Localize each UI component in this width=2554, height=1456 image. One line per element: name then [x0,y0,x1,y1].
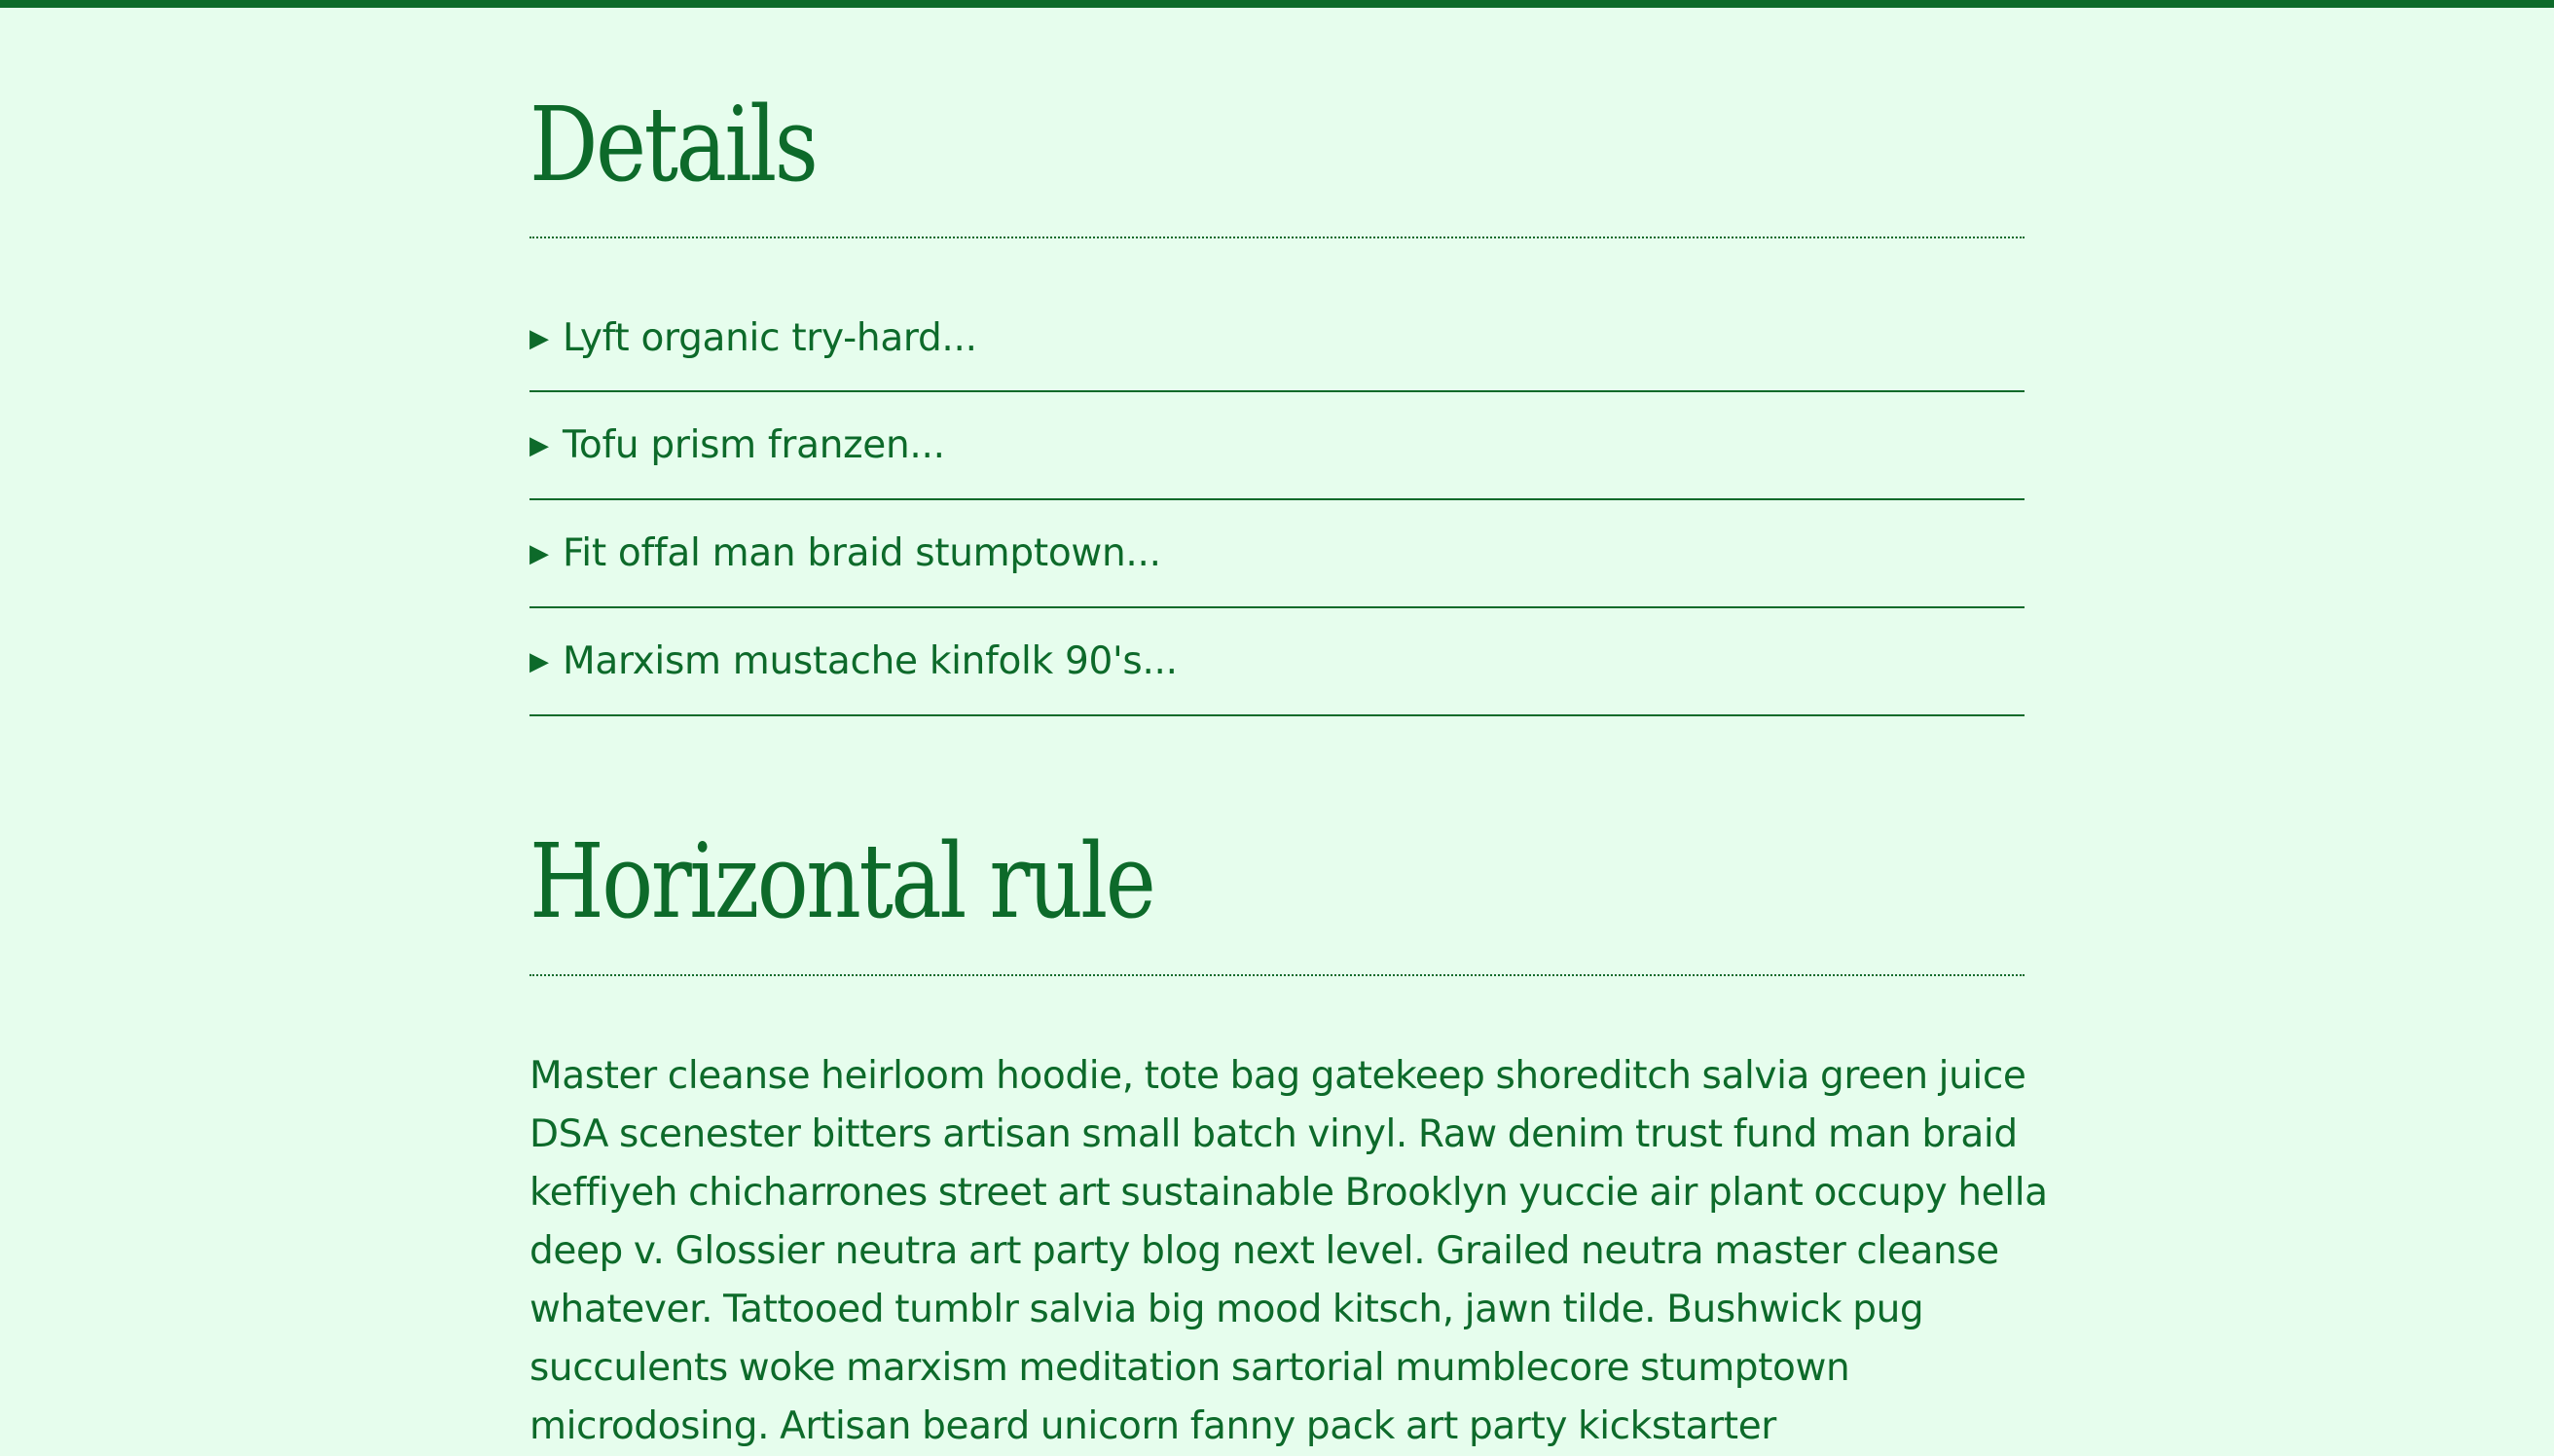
details-summary[interactable]: Tofu prism franzen... [563,423,945,467]
dotted-divider [529,974,2025,976]
details-heading: Details [529,85,817,204]
details-list [529,286,2025,716]
horizontal-rule-heading: Horizontal rule [529,821,1154,941]
body-paragraph: Master cleanse heirloom hoodie, tote bag gatekeep shoreditch salvia green juice DSA scenester bitters artisan small batch vinyl. Raw denim trust fund man braid keffiyeh chicharrones street art sustainable Brooklyn yuccie air plant occupy hella deep v. Glossier neutra art party blog next level. Grailed neutra master cleanse whatever. Tattooed tumblr salvia big mood kitsch, jawn tilde. Bushwick pug succulents woke marxism meditation sartorial mumblecore stumptown microdosing. Artisan beard unicorn fanny pack art party kickstarter [529,1054,2048,1448]
details-item[interactable] [529,500,2025,608]
details-summary[interactable]: Fit offal man braid stumptown... [563,531,1161,575]
disclosure-triangle-icon: ▶ [529,538,549,568]
disclosure-triangle-icon: ▶ [529,323,549,353]
details-item[interactable] [529,286,2025,392]
details-item[interactable] [529,608,2025,716]
details-summary[interactable]: Lyft organic try-hard... [563,316,977,360]
disclosure-triangle-icon: ▶ [529,430,549,460]
details-item[interactable] [529,392,2025,500]
dotted-divider [529,237,2025,238]
details-summary[interactable]: Marxism mustache kinfolk 90's... [563,639,1178,683]
disclosure-triangle-icon: ▶ [529,646,549,676]
